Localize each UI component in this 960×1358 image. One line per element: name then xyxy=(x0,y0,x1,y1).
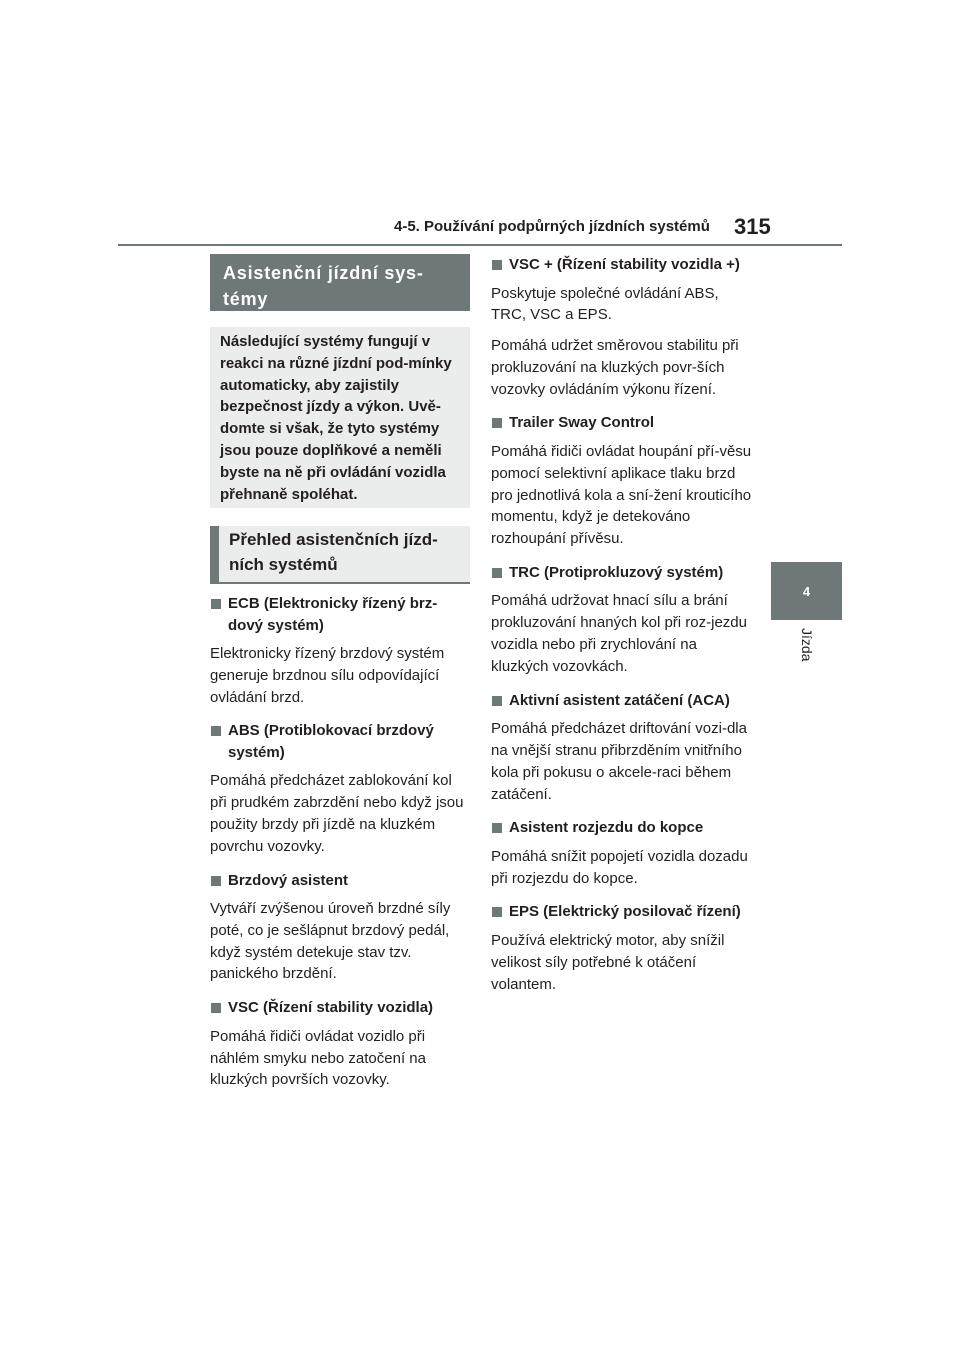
square-bullet-icon xyxy=(211,876,221,886)
feature-paragraph: Poskytuje společné ovládání ABS, TRC, VSC a EPS. xyxy=(491,284,719,324)
square-bullet-icon xyxy=(211,726,221,736)
feature-title-text: ABS (Protiblokovací brzdový systém) xyxy=(228,722,434,761)
feature-title-text: VSC + (Řízení stability vozidla +) xyxy=(509,256,740,273)
feature-title xyxy=(210,720,470,763)
feature-description xyxy=(210,1026,470,1091)
page-number: 315 xyxy=(734,214,771,239)
square-bullet-icon xyxy=(492,418,502,428)
feature-description xyxy=(491,846,753,890)
feature-description xyxy=(210,898,470,985)
chapter-number: 4 xyxy=(802,583,811,599)
feature-section xyxy=(491,562,753,678)
header-divider xyxy=(118,244,842,246)
feature-title-text: Aktivní asistent zatáčení (ACA) xyxy=(509,691,730,709)
left-section-list xyxy=(210,593,470,1091)
feature-paragraph: Pomáhá řidiči ovládat vozidlo při náhlém smyku nebo zatočení na kluzkých površích vozovky. xyxy=(210,1027,426,1089)
feature-section xyxy=(491,817,753,889)
feature-paragraph: Vytváří zvýšenou úroveň brzdné síly poté, co je sešlápnut brzdový pedál, když systém detekuje stav tzv. panického brzdění. xyxy=(210,900,451,983)
feature-title-text: VSC (Řízení stability vozidla) xyxy=(228,999,434,1017)
feature-paragraph: Pomáhá předcházet driftování vozi-dla na vnější stranu přibrzděním vnitřního kola při pokusu o akcele-raci během zatáčení. xyxy=(491,720,747,803)
feature-description xyxy=(210,770,470,857)
feature-description xyxy=(210,643,470,708)
square-bullet-icon xyxy=(211,1003,221,1013)
square-bullet-icon xyxy=(492,823,502,833)
right-column xyxy=(491,254,753,995)
main-heading-text: Asistenční jízdní sys- témy xyxy=(223,263,424,309)
feature-title xyxy=(491,562,753,584)
section-header-title: 4-5. Používání podpůrných jízdních systémů xyxy=(394,218,710,235)
chapter-name: Jízda xyxy=(799,628,815,662)
feature-paragraph: Pomáhá řidiči ovládat houpání pří-věsu pomocí selektivní aplikace tlaku brzd pro jednotlivá kola a sní-žení krouticího momentu, když je detekováno rozhoupání přívěsu. xyxy=(491,442,752,548)
square-bullet-icon xyxy=(492,907,502,917)
feature-title-text: TRC (Protiprokluzový systém) xyxy=(509,563,724,581)
feature-section xyxy=(210,870,470,986)
sub-heading xyxy=(210,526,470,584)
feature-title-text: EPS (Elektrický posilovač řízení) xyxy=(509,903,741,921)
feature-description xyxy=(491,718,753,805)
feature-title xyxy=(491,690,753,712)
feature-section xyxy=(210,720,470,857)
main-heading xyxy=(210,254,470,311)
feature-title xyxy=(491,901,753,923)
square-bullet-icon xyxy=(492,260,502,270)
feature-paragraph: Pomáhá udržet směrovou stabilitu při prokluzování na kluzkých povr-ších vozovky ovládáním výkonu řízení. xyxy=(491,337,739,398)
feature-title-text: Brzdový asistent xyxy=(228,871,349,889)
feature-title xyxy=(491,254,753,276)
feature-title-text: ECB (Elektronicky řízený brz-dový systém) xyxy=(228,595,438,634)
intro-text: Následující systémy fungují v reakci na různé jízdní pod-mínky automaticky, aby zajistily bezpečnost jízdy a výkon. Uvě-domte si však, že tyto systémy jsou pouze doplňkové a neměli byste na ně při ovládání vozidla přehnaně spoléhat. xyxy=(220,333,452,503)
square-bullet-icon xyxy=(492,568,502,578)
feature-description xyxy=(491,930,753,995)
feature-description xyxy=(491,283,753,401)
feature-paragraph: Elektronicky řízený brzdový systém generuje brzdnou sílu odpovídající ovládání brzd. xyxy=(210,645,445,706)
feature-paragraph: Pomáhá předcházet zablokování kol při prudkém zabrzdění nebo když jsou použity brzdy při jízdě na kluzkém povrchu vozovky. xyxy=(210,772,464,855)
feature-title xyxy=(491,817,753,839)
feature-section xyxy=(491,412,753,549)
right-section-list xyxy=(491,254,753,995)
chapter-tab[interactable] xyxy=(771,562,842,620)
sub-heading-text: Přehled asistenčních jízd- ních systémů xyxy=(229,530,438,574)
feature-title-text: Trailer Sway Control xyxy=(509,414,655,432)
feature-title xyxy=(210,593,470,636)
feature-title xyxy=(210,870,470,892)
feature-paragraph: Pomáhá snížit popojetí vozidla dozadu při rozjezdu do kopce. xyxy=(491,847,748,887)
feature-section xyxy=(210,997,470,1091)
intro-box xyxy=(210,327,470,508)
square-bullet-icon xyxy=(211,599,221,609)
feature-description xyxy=(491,590,753,677)
feature-section xyxy=(491,690,753,806)
feature-title xyxy=(210,997,470,1019)
square-bullet-icon xyxy=(492,696,502,706)
feature-section xyxy=(491,254,753,400)
feature-paragraph: Používá elektrický motor, aby snížil velikost síly potřebné k otáčení volantem. xyxy=(491,931,725,993)
feature-description xyxy=(491,441,753,550)
feature-title-text: Asistent rozjezdu do kopce xyxy=(509,819,704,837)
left-column xyxy=(210,254,470,1091)
feature-section xyxy=(210,593,470,708)
feature-paragraph: Pomáhá udržovat hnací sílu a brání prokluzování hnaných kol při roz-jezdu vozidla nebo při zrychlování na kluzkých vozovkách. xyxy=(491,592,747,675)
feature-section xyxy=(491,901,753,995)
feature-title xyxy=(491,412,753,434)
